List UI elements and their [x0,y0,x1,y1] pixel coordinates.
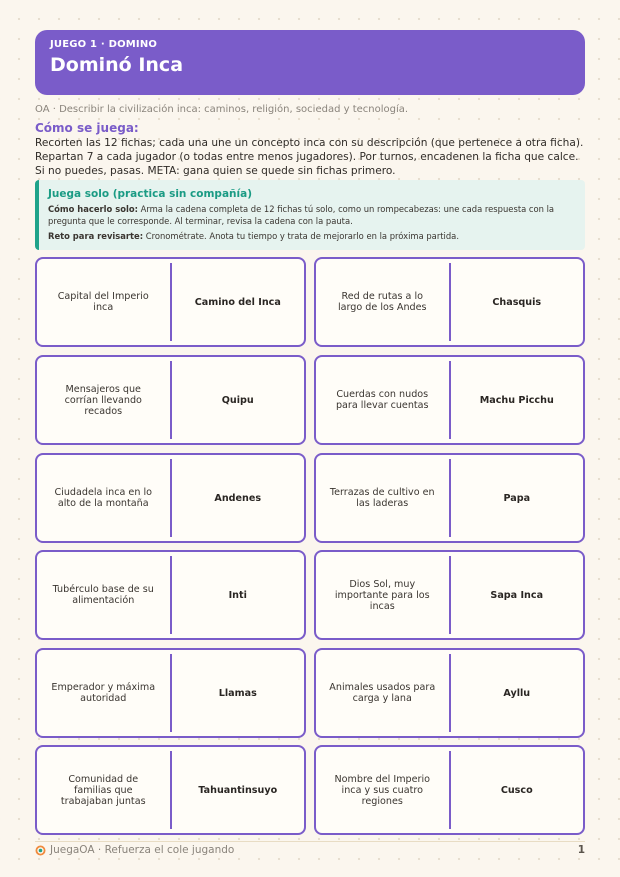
domino-tile[interactable] [314,453,585,543]
solo-how-label: Cómo hacerlo solo: [48,204,138,214]
tile-concept: Papa [503,492,531,504]
solo-challenge-paragraph [48,230,575,242]
game-kicker: JUEGO 1 · DOMINO [50,39,158,50]
tile-description: Comunidad de familias que trabajaban juntas [60,773,146,807]
domino-tile[interactable] [314,745,585,835]
solo-challenge-text: Cronométrate. Anota tu tiempo y trata de mejorarlo en la próxima partida. [143,231,459,241]
domino-tile[interactable] [35,648,306,738]
tile-concept: Llamas [218,687,257,699]
page-title: Dominó Inca [50,54,184,76]
tile-concept: Andenes [214,492,262,504]
tile-description: Animales usados para carga y lana [329,682,436,704]
domino-tile[interactable] [35,257,306,347]
tile-concept: Chasquis [492,296,542,308]
domino-tile[interactable] [35,355,306,445]
tile-description: Tubérculo base de su alimentación [52,584,154,606]
tile-concept: Quipu [221,394,254,406]
domino-tile[interactable] [314,648,585,738]
target-icon [35,845,46,856]
tile-concept: Camino del Inca [194,296,281,308]
tile-description: Nombre del Imperio inca y sus cuatro regiones [334,773,431,807]
solo-play-box [35,180,585,250]
tile-description: Terrazas de cultivo en las laderas [329,487,435,509]
domino-tile[interactable] [314,550,585,640]
solo-how-text: Arma la cadena completa de 12 fichas tú solo, como un rompecabezas: une cada respuesta con la pregunta que le corresponde. Al terminar, revisa la cadena con la pauta. [48,204,555,226]
tile-concept: Tahuantinsuyo [198,784,278,796]
game-header [35,30,585,95]
domino-tile[interactable] [35,453,306,543]
tile-description: Red de rutas a lo largo de los Andes [337,291,427,313]
tile-description: Cuerdas con nudos para llevar cuentas [335,389,429,411]
how-to-play-title: Cómo se juega: [35,121,139,135]
tile-description: Emperador y máxima autoridad [51,682,156,704]
tile-description: Ciudadela inca en lo alto de la montaña [54,487,153,509]
domino-tile[interactable] [314,257,585,347]
learning-objective: OA · Describir la civilización inca: caminos, religión, sociedad y tecnología. [35,104,409,115]
tile-concept: Sapa Inca [490,589,544,601]
footer-brand [35,844,234,856]
domino-tile[interactable] [35,745,306,835]
solo-how-paragraph [48,203,575,227]
domino-tile[interactable] [35,550,306,640]
how-to-play-text: Recorten las 12 fichas; cada una une un concepto inca con su descripción (que pertenece a otra ficha). Repartan 7 a cada jugador (o todas entre menos jugadores). Por turnos, encadenen la ficha que calce. Si no puedes, pasas. META: gana quien se quede sin fichas primero. [35,137,584,177]
footer-brand-text: JuegaOA · Refuerza el cole jugando [50,844,235,856]
tile-concept: Machu Picchu [479,394,554,406]
domino-tile[interactable] [314,355,585,445]
tile-concept: Ayllu [503,687,531,699]
page-number: 1 [577,844,585,856]
tile-description: Dios Sol, muy importante para los incas [334,578,430,612]
tile-concept: Inti [228,589,247,601]
solo-play-title: Juega solo (practica sin compañía) [48,188,252,200]
footer-divider [35,841,585,842]
tile-description: Mensajeros que corrían llevando recados [64,383,142,417]
tile-description: Capital del Imperio inca [57,291,149,313]
solo-challenge-label: Reto para revisarte: [48,231,144,241]
tile-concept: Cusco [500,784,533,796]
